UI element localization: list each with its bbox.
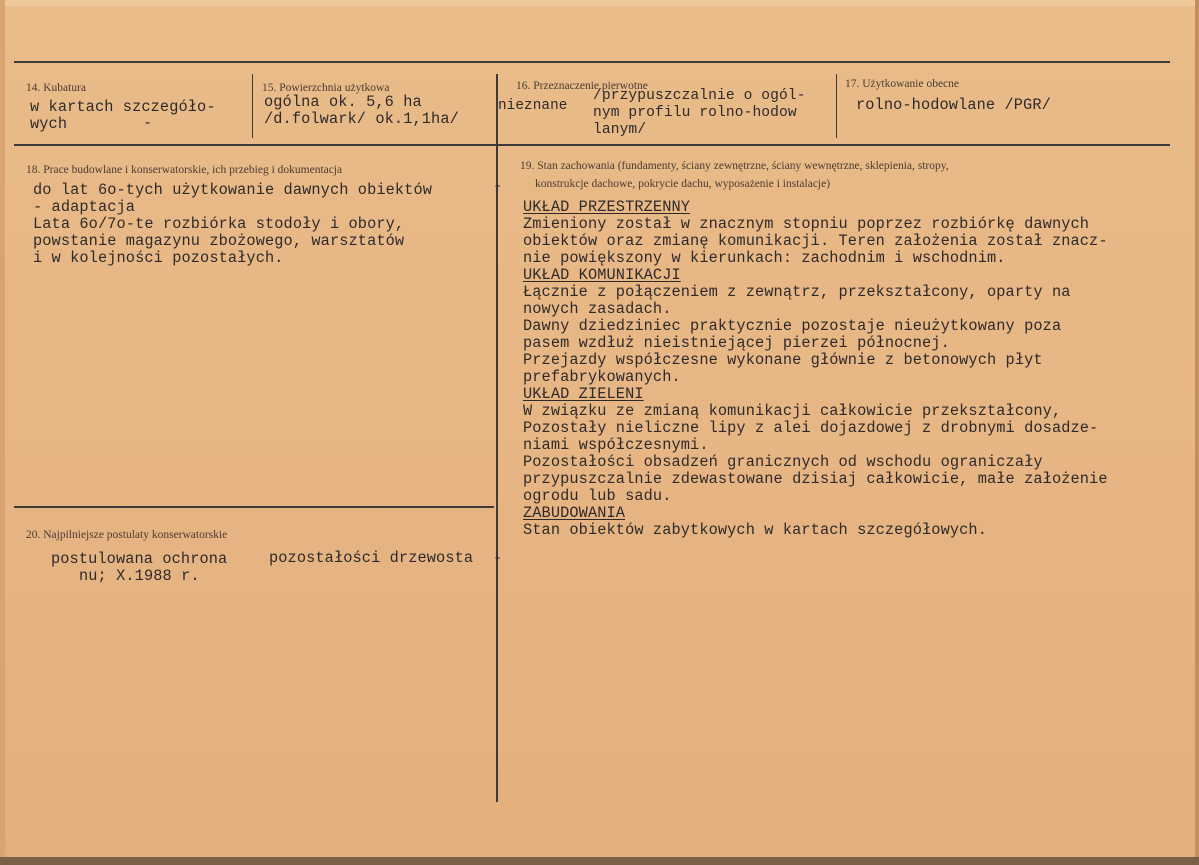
field-14-mark: - <box>143 115 153 132</box>
field-20-label: 20. Najpilniejsze postulaty konserwatorskie <box>26 529 228 541</box>
field-17-label: 17. Użytkowanie obecne <box>845 78 960 90</box>
field-18-line: - adaptacja <box>33 198 136 216</box>
card-edge-bottom <box>0 857 1199 865</box>
section-line: Stan obiektów zabytkowych w kartach szczegółowych. <box>523 521 987 539</box>
section-heading: UKŁAD ZIELENI <box>523 385 644 403</box>
field-18-line: powstanie magazynu zbożowego, warsztatów <box>33 232 405 250</box>
section-line: Przejazdy współczesne wykonane głównie z betonowych płyt <box>523 351 1043 369</box>
field-18-line: Lata 6o/7o-te rozbiórka stodoły i obory, <box>33 215 405 233</box>
field-18-value <box>33 182 432 267</box>
field-14-line: w kartach szczegóło- <box>30 98 216 116</box>
field-14-label: 14. Kubatura <box>26 82 87 94</box>
section-heading: UKŁAD KOMUNIKACJI <box>523 266 681 284</box>
field-16-line: nym profilu rolno-hodow <box>593 105 797 121</box>
card-edge-top <box>0 0 1199 6</box>
field-19-label: 19. Stan zachowania (fundamenty, ściany zewnętrzne, ściany wewnętrzne, sklepienia, stropy, <box>520 160 949 172</box>
field-20-line1b: pozostałości drzewosta <box>269 549 474 567</box>
field-18-mark: - <box>493 178 503 195</box>
field-14-line: wych <box>30 115 68 133</box>
row-divider-rule <box>14 144 1170 146</box>
field-16-label: 16. Przeznaczenie pierwotne <box>516 80 648 92</box>
field-16-value <box>593 88 806 139</box>
section-line: Dawny dziedziniec praktycznie pozostaje nieużytkowany poza <box>523 317 1062 335</box>
field-20-line2: nu; X.1988 r. <box>79 567 200 585</box>
section-line: W związku ze zmianą komunikacji całkowicie przekształcony, <box>523 402 1062 420</box>
section-heading: UKŁAD PRZESTRZENNY <box>523 198 691 216</box>
section-line: pasem wzdłuż nieistniejącej pierzei północnej. <box>523 334 950 352</box>
top-rule <box>14 61 1170 63</box>
field-17-value: rolno-hodowlane /PGR/ <box>856 96 1051 114</box>
section-line: ogrodu lub sadu. <box>523 487 672 505</box>
section-line: przypuszczalnie zdewastowane dzisiaj całkowicie, małe założenie <box>523 470 1108 488</box>
field-18-line: i w kolejności pozostałych. <box>33 249 284 267</box>
field-14-value <box>30 99 216 133</box>
col-divider-14-15 <box>252 74 253 138</box>
section-line: Zmieniony został w znacznym stopniu poprzez rozbiórkę dawnych <box>523 215 1090 233</box>
field-20-mark: - <box>493 550 503 567</box>
field-16-line: /przypuszczalnie o ogól- <box>593 88 806 104</box>
field-19-value <box>523 199 1108 539</box>
section-line: niami współczesnymi. <box>523 436 709 454</box>
field-15-line: /d.folwark/ ok.1,1ha/ <box>264 110 459 128</box>
field-20-line1a: postulowana ochrona <box>51 550 228 568</box>
section-line: Pozostałości obsadzeń granicznych od wschodu ograniczały <box>523 453 1043 471</box>
field-18-20-divider <box>14 506 494 508</box>
section-line: nowych zasadach. <box>523 300 672 318</box>
field-15-line: ogólna ok. 5,6 ha <box>264 93 422 111</box>
field-15-value <box>264 94 459 128</box>
section-line: Łącznie z połączeniem z zewnątrz, przekształcony, oparty na <box>523 283 1071 301</box>
field-18-line: do lat 6o-tych użytkowanie dawnych obiektów <box>33 181 433 199</box>
col-divider-16-17 <box>836 74 837 138</box>
field-18-label: 18. Prace budowlane i konserwatorskie, ich przebieg i dokumentacja <box>26 164 343 176</box>
section-line: nie powiększony w kierunkach: zachodnim i wschodnim. <box>523 249 1006 267</box>
section-line: obiektów oraz zmianę komunikacji. Teren założenia został znacz- <box>523 232 1108 250</box>
section-line: Pozostały nieliczne lipy z alei dojazdowej z drobnymi dosadze- <box>523 419 1099 437</box>
section-line: prefabrykowanych. <box>523 368 681 386</box>
field-16-lead: nieznane <box>498 98 568 114</box>
card-edge-left <box>0 0 5 865</box>
field-16-line: lanym/ <box>593 122 647 138</box>
card-edge-right <box>1195 0 1199 865</box>
section-heading: ZABUDOWANIA <box>523 504 626 522</box>
field-15-label: 15. Powierzchnia użytkowa <box>262 82 390 94</box>
field-19-label-cont: konstrukcje dachowe, pokrycie dachu, wyposażenie i instalacje) <box>535 178 831 190</box>
